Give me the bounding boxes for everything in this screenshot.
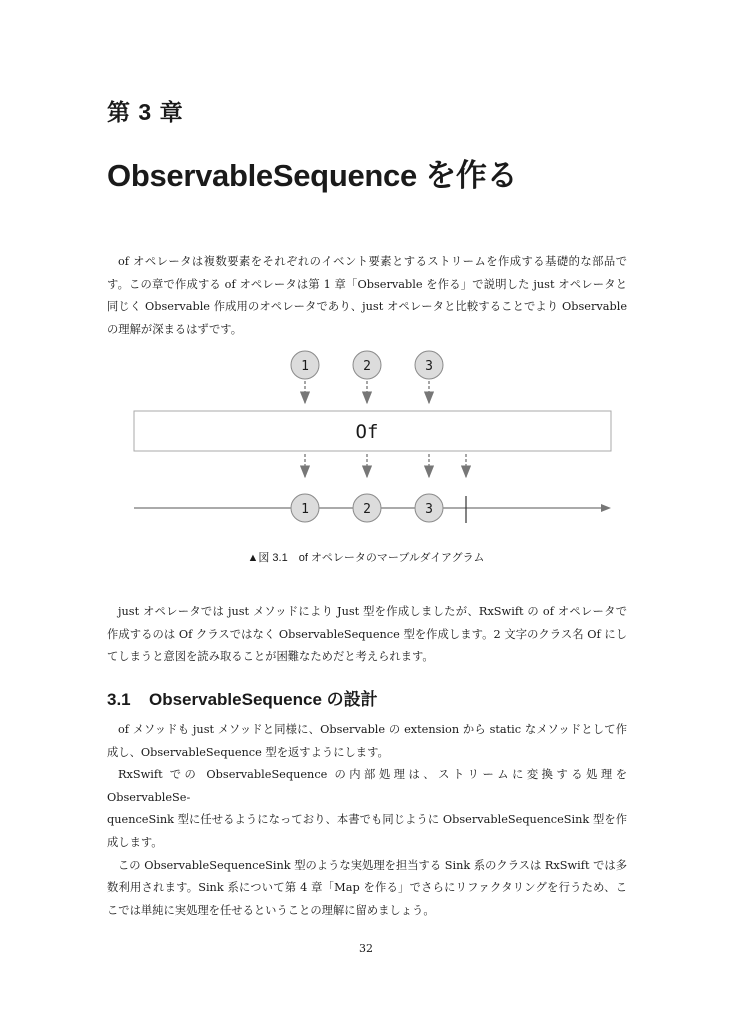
section-paragraph: of メソッドも just メソッドと同様に、Observable の extension から static なメソッドとして作成し、ObservableSequence 型を返すようにします。 — [107, 723, 627, 759]
after-figure-paragraph: just オペレータでは just メソッドにより Just 型を作成しましたが、RxSwift の of オペレータで作成するのは Of クラスではなく ObservableSequence 型を作成します。2 文字のクラス名 Of にしてしまうと意図を読み取ることが困難なためだと考えられます。 — [107, 605, 627, 664]
output-marbles — [291, 494, 443, 522]
section-title: ObservableSequence の設計 — [149, 690, 378, 709]
section-heading — [107, 685, 378, 710]
figure-caption — [0, 549, 732, 565]
caption-marker: ▲ — [247, 552, 259, 564]
intro-paragraph: of オペレータは複数要素をそれぞれのイベント要素とするストリームを作成する基礎的な部品です。この章で作成する of オペレータは第 1 章「Observable を作る」で説明した just オペレータと同じく Observable 作成用のオペレータであり、just オペレータと比較することでより Observable の理解が深まるはずです。 — [107, 255, 627, 336]
chapter-title: ObservableSequence を作る — [107, 158, 518, 193]
input-marbles — [291, 351, 443, 379]
intro-section — [107, 251, 627, 341]
input-marble — [353, 351, 381, 379]
input-marble-label: 1 — [301, 359, 309, 374]
input-marble-label: 2 — [363, 359, 371, 374]
output-marble-label: 3 — [425, 502, 433, 517]
section-body — [107, 719, 627, 922]
after-figure-section — [107, 601, 627, 669]
chapter-label: 第 3 章 — [107, 99, 184, 125]
section-paragraph: この ObservableSequenceSink 型のような実処理を担当する Sink 系のクラスは RxSwift では多数利用されます。Sink 系について第 4 章「Map を作る」でさらにリファクタリングを行うため、ここでは単純に実処理を任せるということの理解に留めましょう。 — [107, 858, 627, 917]
section-paragraph: RxSwift での ObservableSequence の内部処理は、ストリームに変換する処理を ObservableSe- — [107, 768, 627, 804]
caption-text: 図 3.1 of オペレータのマーブルダイアグラム — [258, 552, 485, 564]
input-marble — [415, 351, 443, 379]
output-marble — [291, 494, 319, 522]
section-paragraph: quenceSink 型に任せるようになっており、本書でも同じように ObservableSequenceSink 型を作成します。 — [107, 813, 627, 849]
input-marble-label: 3 — [425, 359, 433, 374]
input-arrows — [305, 381, 429, 403]
output-arrows — [305, 454, 466, 477]
operator-box-label: Of — [355, 421, 379, 443]
section-number: 3.1 — [107, 690, 131, 709]
marble-diagram — [0, 345, 732, 535]
input-marble — [291, 351, 319, 379]
output-marble — [415, 494, 443, 522]
output-marble-label: 1 — [301, 502, 309, 517]
output-marble — [353, 494, 381, 522]
page-number: 32 — [359, 942, 373, 955]
operator-box — [134, 411, 611, 451]
output-marble-label: 2 — [363, 502, 371, 517]
